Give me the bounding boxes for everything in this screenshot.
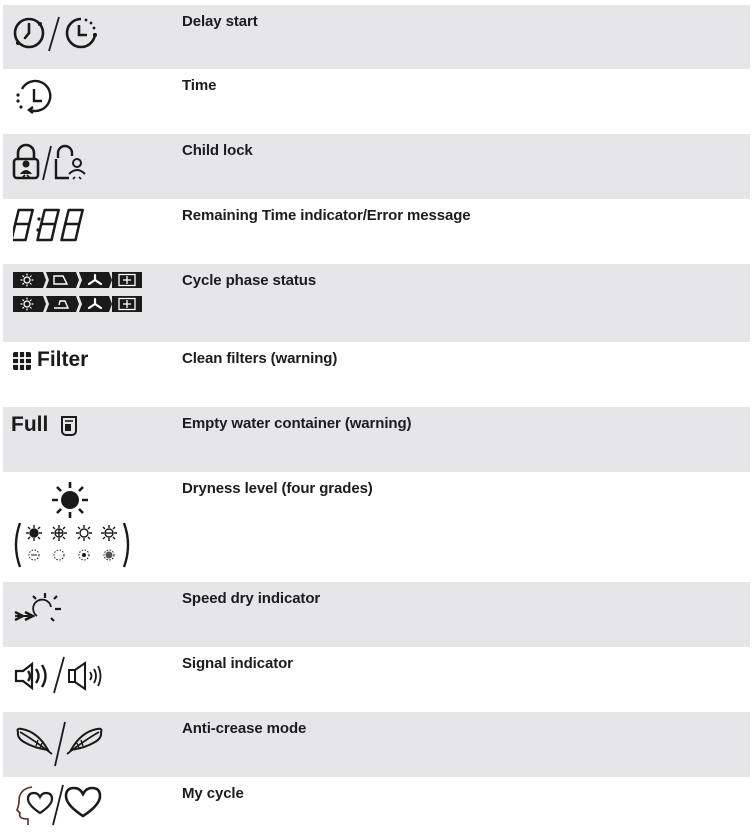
slash-divider-icon [52,655,66,695]
icon-cell [9,712,174,777]
water-container-icon [59,415,79,437]
seven-segment-display-icon [13,207,87,243]
speaker-soft-icon [67,661,103,691]
icon-cell [9,69,174,134]
row-label: Speed dry indicator [182,590,321,607]
icon-cell [9,777,174,834]
icon-cell [9,647,174,712]
icon-cell [9,582,174,647]
icon-cell [9,5,174,69]
icon-cell [9,407,174,472]
row-clean-filters [3,342,750,407]
row-child-lock [3,134,750,199]
row-label: Dryness level (four grades) [182,480,373,497]
row-label: Signal indicator [182,655,293,672]
row-label: Time [182,77,217,94]
row-my-cycle [3,777,750,834]
slash-divider-icon [51,783,65,827]
speed-dry-icon [13,590,61,630]
feather-right-icon [65,726,105,758]
full-text: Full [11,413,49,436]
row-time [3,69,750,134]
speaker-loud-icon [14,661,52,691]
icon-cell [9,342,174,407]
filter-text: Filter [37,348,89,371]
icon-cell [9,264,174,342]
symbol-legend-table [3,5,750,834]
child-lock-off-icon [53,142,87,182]
slash-divider-icon [47,15,61,53]
row-dryness-level [3,472,750,582]
heart-icon [64,785,102,819]
row-delay-start [3,5,750,69]
slash-divider-icon [41,144,53,182]
row-label: Child lock [182,142,253,159]
row-signal-indicator [3,647,750,712]
row-label: Clean filters (warning) [182,350,338,367]
dryness-grades-icon [12,520,132,570]
filter-grid-icon [12,351,32,371]
cycle-phase-bar-icon [13,272,147,322]
row-label: My cycle [182,785,244,802]
head-heart-icon [14,783,54,827]
icon-cell [9,472,174,582]
dryness-sun-icon [50,480,90,520]
row-empty-water-container [3,407,750,472]
row-remaining-time [3,199,750,264]
row-label: Delay start [182,13,258,30]
child-lock-on-icon [11,142,41,182]
delay-start-alt-icon [63,15,99,51]
row-label: Empty water container (warning) [182,415,412,432]
feather-left-icon [14,726,54,758]
delay-start-icon [11,15,47,51]
time-icon [12,77,52,117]
icon-cell [9,134,174,199]
row-label: Anti-crease mode [182,720,307,737]
row-anti-crease [3,712,750,777]
row-speed-dry [3,582,750,647]
row-cycle-phase-status [3,264,750,342]
icon-cell [9,199,174,264]
row-label: Remaining Time indicator/Error message [182,207,471,224]
row-label: Cycle phase status [182,272,317,289]
